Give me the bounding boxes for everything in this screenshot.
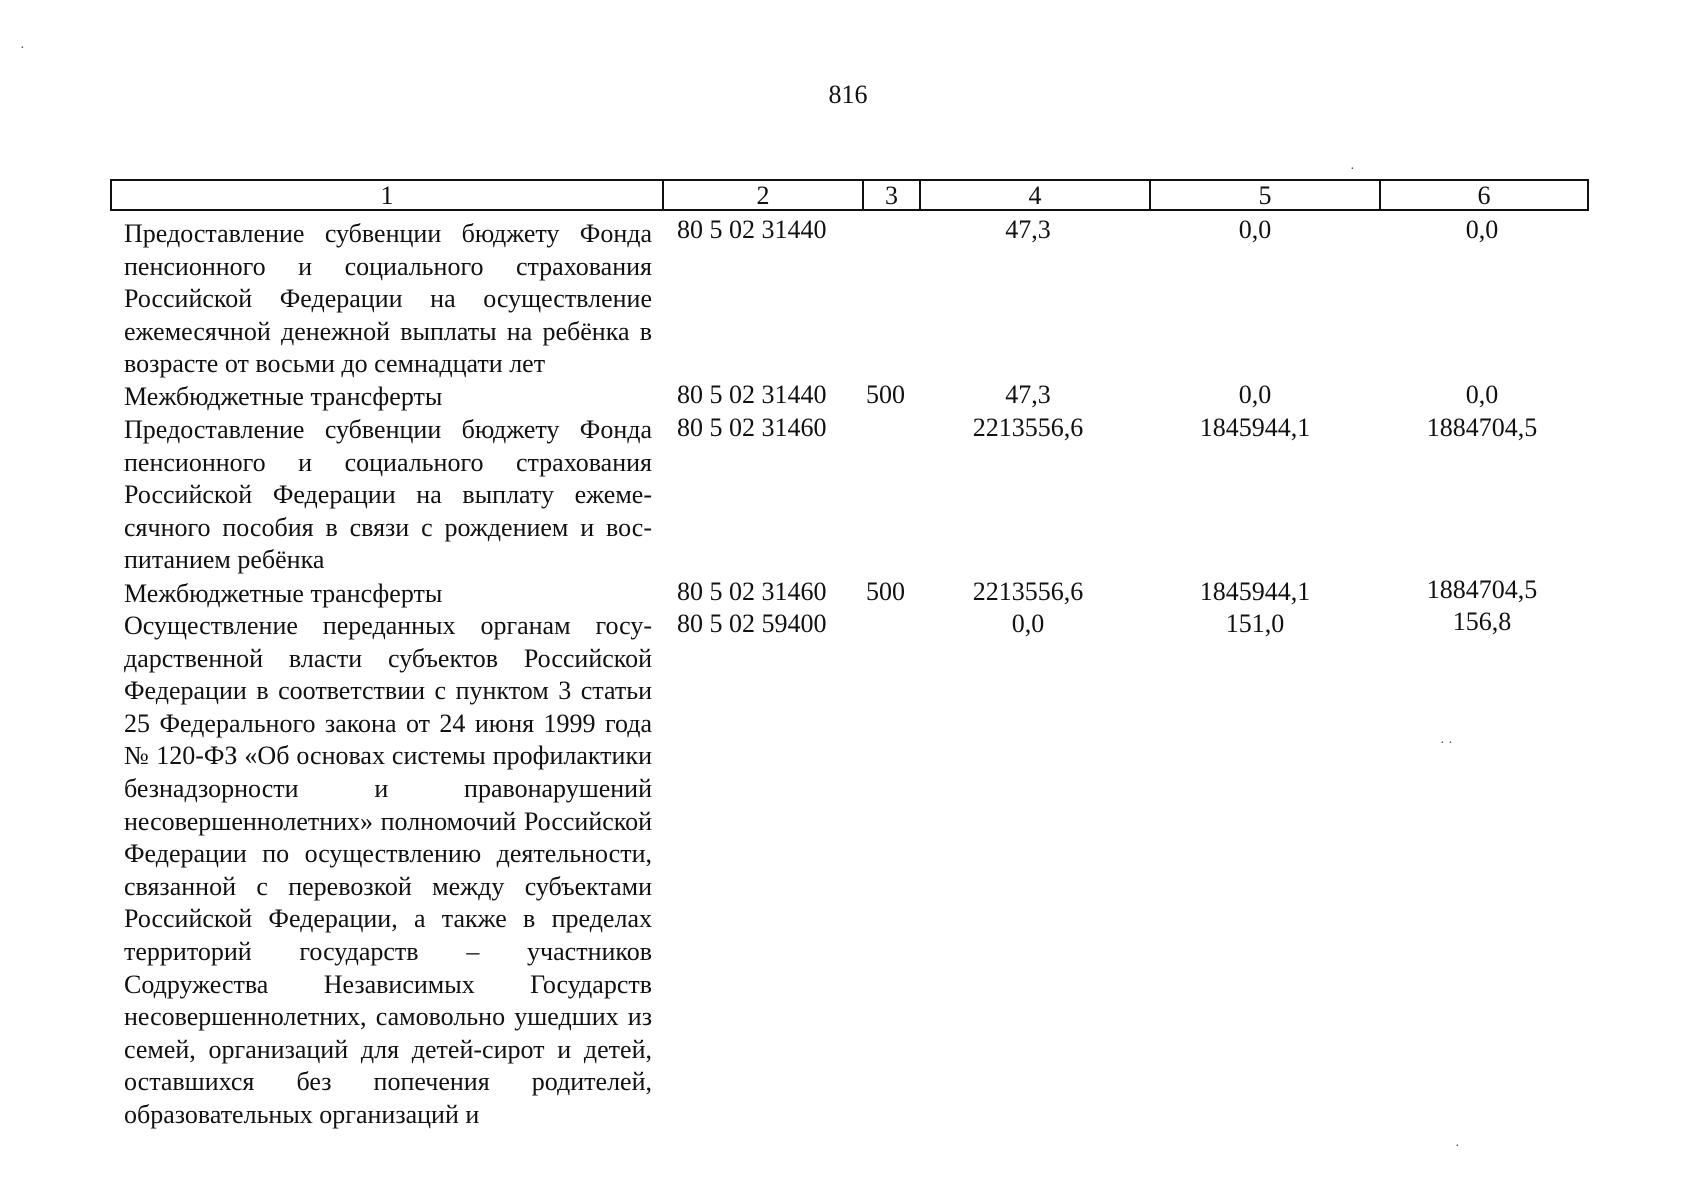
header-col-5: 5 <box>1258 181 1272 210</box>
row-value-col4: 47,3 <box>1005 380 1051 409</box>
row-value-col5: 1845944,1 <box>1199 413 1311 442</box>
row-description: Межбюджетные трансферты <box>124 579 443 608</box>
row-value-col4: 47,3 <box>1005 215 1051 244</box>
header-col-3: 3 <box>885 181 898 210</box>
row-value-col4: 0,0 <box>1011 609 1045 638</box>
row-value-col5: 0,0 <box>1238 380 1272 409</box>
row-code: 80 5 02 59400 <box>677 609 827 638</box>
row-value-col6: 0,0 <box>1465 215 1499 244</box>
row-value-col6: 1884704,5 <box>1426 575 1538 604</box>
row-description: Предоставление субвенции бюджету Фонда пенсионного и социального страхования Российской Федерации на выплату ежемесячного пособия в связи с рождением и воспитанием ребёнка <box>124 415 652 575</box>
scan-speck: · · <box>1440 736 1453 751</box>
row-description: Межбюджетные трансферты <box>124 382 443 411</box>
row-value-col4: 2213556,6 <box>972 577 1084 606</box>
scan-speck: · <box>1455 1139 1460 1154</box>
row-code: 80 5 02 31460 <box>677 577 827 606</box>
scan-speck: · <box>20 41 25 56</box>
row-description: Осуществление переданных органам государственной власти субъектов Российской Федерации в соответствии с пунктом 3 статьи 25 Федерального закона от 24 июня 1999 года № 120-ФЗ «Об основах системы профилактики безнадзорности и правонарушений несовершеннолетних» полномочий Российской Федерации по осуществлению деятельности, связанной с перевозкой между субъектами Российской Федерации, а также в пределах территорий государств – участников Содружества Независимых Государств несовершеннолетних, самовольно ушедших из семей, организаций для детей-сирот и детей, оставшихся без попечения родителей, образовательных организаций и <box>124 611 652 1129</box>
row-value-col5: 1845944,1 <box>1199 577 1311 606</box>
row-value-col6: 0,0 <box>1465 380 1499 409</box>
row-code: 80 5 02 31440 <box>677 215 827 244</box>
row-value-col5: 0,0 <box>1238 215 1272 244</box>
scan-speck: · <box>1350 162 1355 177</box>
header-col-1: 1 <box>380 181 394 210</box>
row-type: 500 <box>866 380 905 409</box>
row-code: 80 5 02 31440 <box>677 380 827 409</box>
row-type: 500 <box>866 577 905 606</box>
header-col-2: 2 <box>756 181 770 210</box>
row-description: Предоставление субвенции бюджету Фонда пенсионного и социального страхования Российской Федерации на осуществление ежемесячной денежной выплаты на ребёнка в возрасте от восьми до семнадцати лет <box>124 219 652 379</box>
header-col-6: 6 <box>1477 181 1491 210</box>
table-header <box>110 179 1589 211</box>
row-value-col4: 2213556,6 <box>972 413 1084 442</box>
row-code: 80 5 02 31460 <box>677 413 827 442</box>
row-value-col5: 151,0 <box>1225 609 1285 638</box>
header-col-4: 4 <box>1028 181 1042 210</box>
page-number: 816 <box>828 80 868 109</box>
row-value-col6: 1884704,5 <box>1426 413 1538 442</box>
row-value-col6: 156,8 <box>1452 607 1512 636</box>
